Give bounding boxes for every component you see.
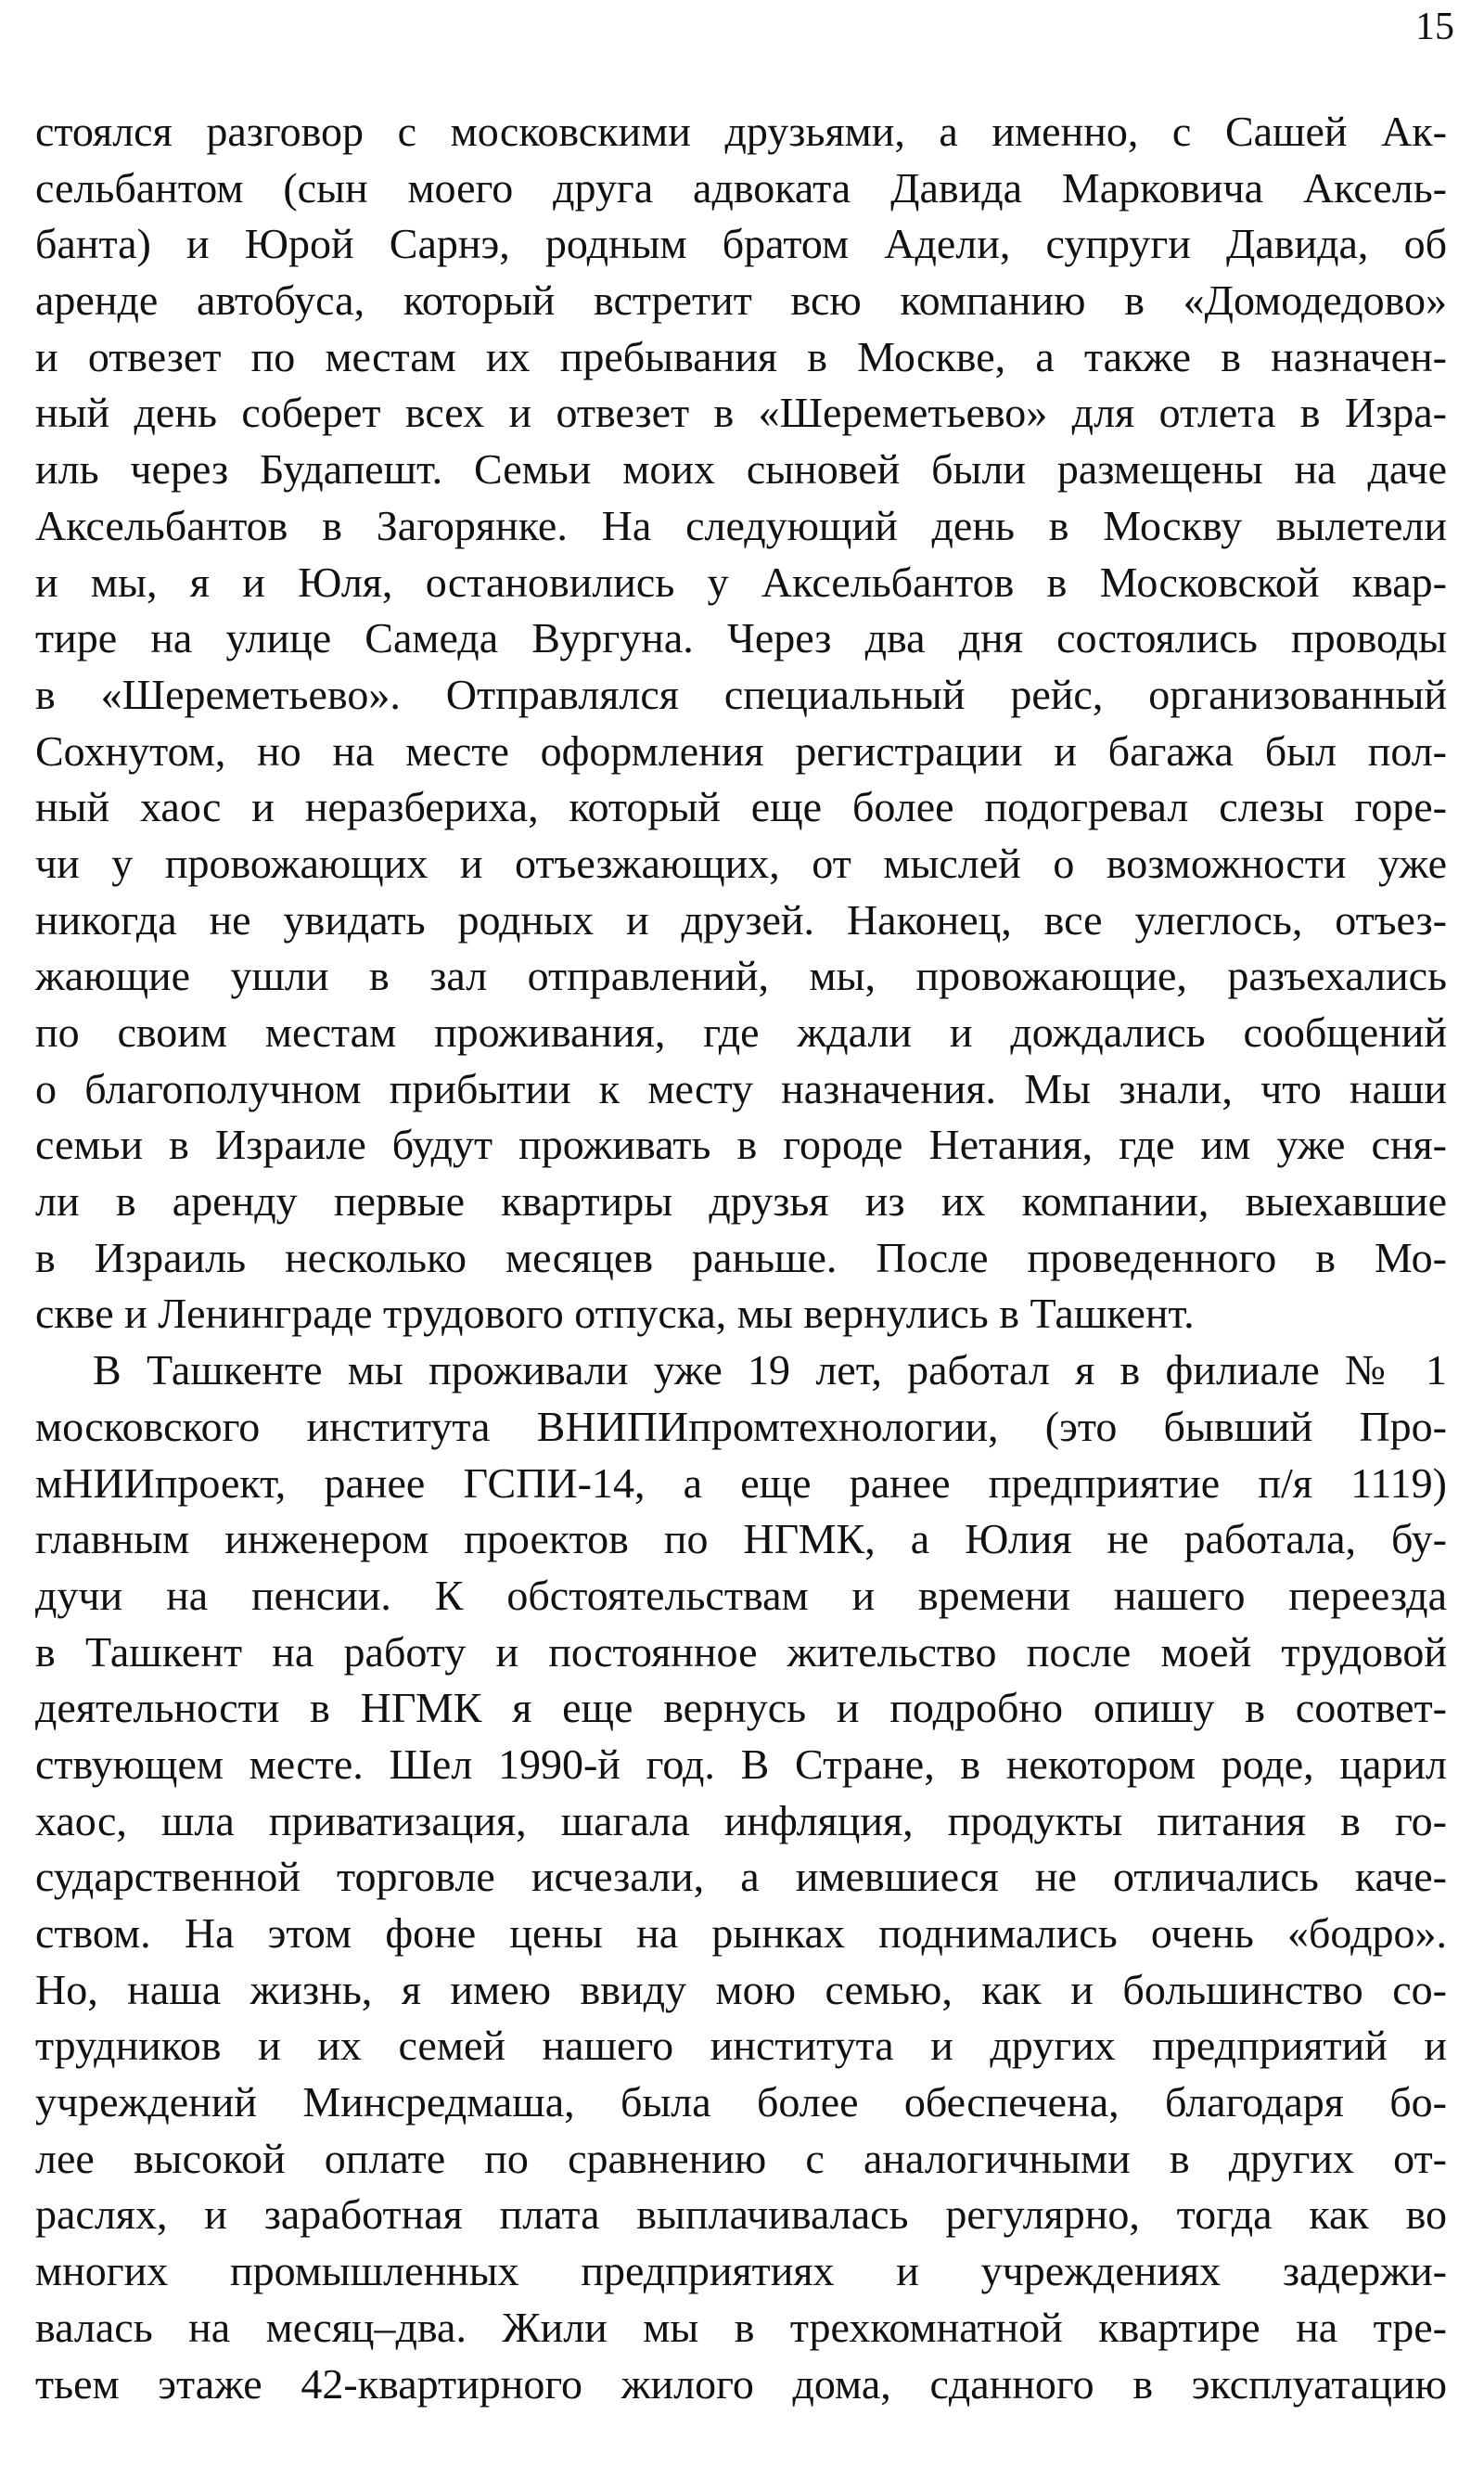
page-number: 15	[1415, 6, 1454, 48]
paragraph-end-line: скве и Ленинграде трудового отпуска, мы вернулись в Ташкент.	[35, 1290, 1195, 1338]
text-line: московского института ВНИПИпромтехнологии, (это бывший Про-	[35, 1402, 1447, 1450]
text-line: ством. На этом фоне цены на рынках поднимались очень «бодро».	[35, 1909, 1447, 1957]
text-line: в Ташкент на работу и постоянное жительство после моей трудовой	[35, 1627, 1447, 1676]
text-line: тире на улице Самеда Вургуна. Через два дня состоялись проводы	[35, 614, 1447, 662]
text-line: раслях, и заработная плата выплачивалась регулярно, тогда как во	[35, 2190, 1447, 2239]
text-line: сударственной торговле исчезали, а имевшиеся не отличались каче-	[35, 1853, 1447, 1901]
text-line: ный день соберет всех и отвезет в «Шереметьево» для отлета в Изра-	[35, 389, 1447, 437]
text-line: и отвезет по местам их пребывания в Москве, а также в назначен-	[35, 332, 1447, 380]
paragraph-start-line: В Ташкенте мы проживали уже 19 лет, работал я в филиале № 1	[93, 1346, 1447, 1394]
text-line: и мы, я и Юля, остановились у Аксельбантов в Московской квар-	[35, 558, 1447, 606]
body-text	[35, 104, 1447, 2412]
text-line: аренде автобуса, который встретит всю компанию в «Домодедово»	[35, 276, 1447, 325]
text-line: хаос, шла приватизация, шагала инфляция, продукты питания в го-	[35, 1796, 1447, 1844]
text-line: иль через Будапешт. Семьи моих сыновей были размещены на даче	[35, 445, 1447, 494]
text-line: учреждений Минсредмаша, была более обеспечена, благодаря бо-	[35, 2078, 1447, 2126]
text-line: главным инженером проектов по НГМК, а Юлия не работала, бу-	[35, 1515, 1447, 1563]
text-line: ный хаос и неразбериха, который еще более подогревал слезы горе-	[35, 783, 1447, 831]
text-line: деятельности в НГМК я еще вернусь и подробно опишу в соответ-	[35, 1684, 1447, 1732]
text-line: тьем этаже 42-квартирного жилого дома, сданного в эксплуатацию	[35, 2359, 1447, 2408]
text-line: Но, наша жизнь, я имею ввиду мою семью, как и большинство со-	[35, 1965, 1447, 2013]
text-line: валась на месяц–два. Жили мы в трехкомнатной квартире на тре-	[35, 2303, 1447, 2351]
text-line: сельбантом (сын моего друга адвоката Давида Марковича Аксель-	[35, 163, 1447, 212]
text-line: по своим местам проживания, где ждали и дождались сообщений	[35, 1008, 1447, 1056]
text-line: многих промышленных предприятиях и учреждениях задержи-	[35, 2247, 1447, 2295]
text-line: Аксельбантов в Загорянке. На следующий день в Москву вылетели	[35, 501, 1447, 549]
text-line: в Израиль несколько месяцев раньше. После проведенного в Мо-	[35, 1233, 1447, 1281]
text-line: дучи на пенсии. К обстоятельствам и времени нашего переезда	[35, 1571, 1447, 1619]
text-line: семьи в Израиле будут проживать в городе Нетания, где им уже сня-	[35, 1121, 1447, 1169]
text-line: ли в аренду первые квартиры друзья из их компании, выехавшие	[35, 1177, 1447, 1226]
text-line: в «Шереметьево». Отправлялся специальный рейс, организованный	[35, 670, 1447, 718]
text-line: мНИИпроект, ранее ГСПИ-14, а еще ранее предприятие п/я 1119)	[35, 1458, 1447, 1507]
text-line: стоялся разговор с московскими друзьями, а именно, с Сашей Ак-	[35, 108, 1447, 155]
text-line: трудников и их семей нашего института и других предприятий и	[35, 2022, 1447, 2070]
text-line: ствующем месте. Шел 1990-й год. В Стране, в некотором роде, царил	[35, 1740, 1447, 1788]
text-line: чи у провожающих и отъезжающих, от мыслей о возможности уже	[35, 839, 1447, 887]
text-line: жающие ушли в зал отправлений, мы, провожающие, разъехались	[35, 952, 1447, 1000]
text-line: лее высокой оплате по сравнению с аналогичными в других от-	[35, 2134, 1447, 2182]
text-line: банта) и Юрой Сарнэ, родным братом Адели, супруги Давида, об	[35, 220, 1447, 268]
text-line: Сохнутом, но на месте оформления регистрации и багажа был пол-	[35, 726, 1447, 775]
text-line: никогда не увидать родных и друзей. Наконец, все улеглось, отъез-	[35, 895, 1447, 944]
text-line: о благополучном прибытии к месту назначения. Мы знали, что наши	[35, 1064, 1447, 1112]
